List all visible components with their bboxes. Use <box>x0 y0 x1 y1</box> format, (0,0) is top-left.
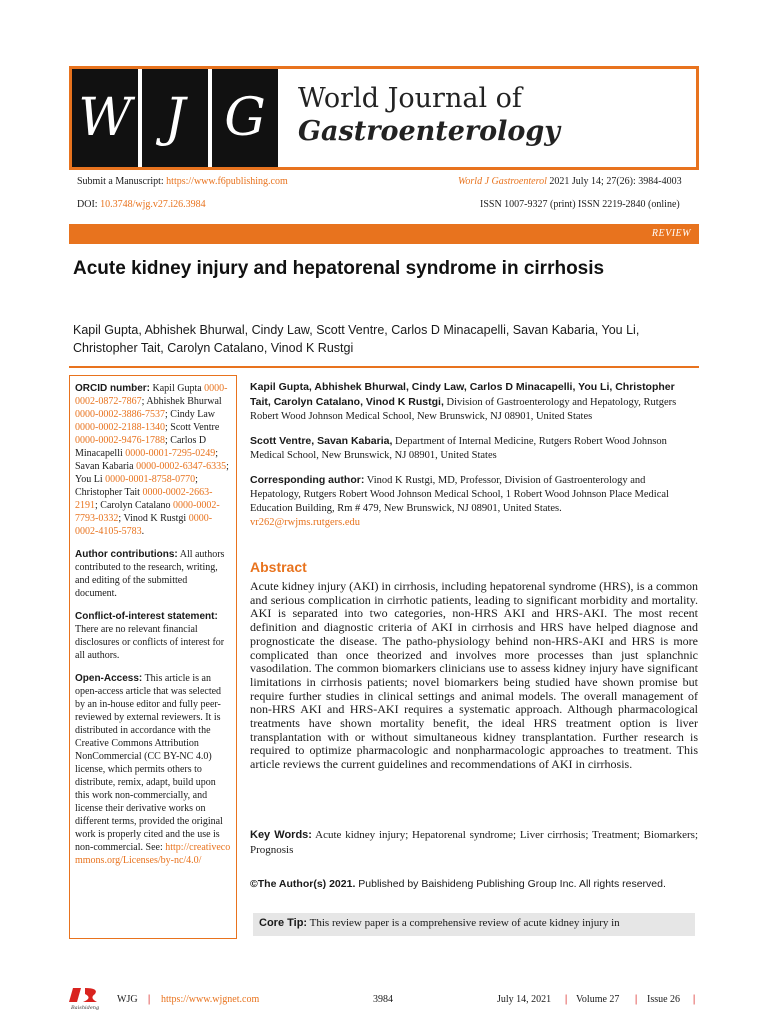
orcid-author-name: You Li <box>75 474 103 485</box>
orcid-link[interactable]: 0000-0001-8758-0770 <box>105 474 196 485</box>
footer-journal: WJG <box>117 994 138 1005</box>
author-line-2: Christopher Tait, Carolyn Catalano, Vinod K Rustgi <box>73 341 354 355</box>
title-divider <box>69 366 699 368</box>
affiliation-1 <box>250 380 698 424</box>
orcid-author-name: Kapil Gupta <box>152 383 202 394</box>
open-access-label: Open-Access: <box>75 673 143 684</box>
core-tip-box <box>253 913 695 936</box>
corresponding-label: Corresponding author: <box>250 474 365 486</box>
copyright-notice <box>250 878 666 890</box>
article-title: Acute kidney injury and hepatorenal syndrome in cirrhosis <box>73 258 605 279</box>
open-access-text: This article is an open-access article that was selected by an in-house editor and fully peer-reviewed by external reviewers. It is distributed in accordance with the Creative Commons Attribution NonCommercial (CC BY-NC 4.0) license, which permits others to distribute, remix, adapt, build upon this work non-commercially, and license their derivative works on different terms, provided the original work is properly cited and the use is non-commercial. See: <box>75 673 223 853</box>
footer-date: July 14, 2021 <box>497 994 552 1005</box>
corresponding-text: Vinod K Rustgi, MD, Professor, Division of Gastroenterology and Hepatology, Rutgers Robert Wood Johnson Medical School, 1 Robert Wood Johnson Place Medical Education Building, Rm # 479, New Brunswick, NJ 08901, United States. <box>250 475 669 514</box>
orcid-link[interactable]: 0000-0002-2663-2191 <box>75 487 213 511</box>
orcid-author-name: Carolyn Catalano <box>100 500 171 511</box>
core-tip-label: Core Tip: <box>259 917 308 929</box>
citation-details: 2021 July 14; 27(26): 3984-4003 <box>549 176 682 187</box>
orcid-author-name: Savan Kabaria <box>75 461 134 472</box>
doi-link[interactable]: 10.3748/wjg.v27.i26.3984 <box>100 199 206 210</box>
doi-line <box>77 199 206 211</box>
citation-line <box>458 176 682 188</box>
footer-separator: | <box>565 994 568 1005</box>
orcid-author-name: Christopher Tait <box>75 487 140 498</box>
contributions-block <box>75 548 231 600</box>
keywords <box>250 828 698 858</box>
footer-url[interactable]: https://www.wjgnet.com <box>161 994 260 1005</box>
abstract-heading: Abstract <box>250 559 307 575</box>
footer-volume: Volume 27 <box>576 994 620 1005</box>
journal-name <box>298 69 560 167</box>
affiliation-2-names: Scott Ventre, Savan Kabaria, <box>250 435 393 447</box>
doi-label: DOI: <box>77 199 98 210</box>
orcid-block: ORCID number: Kapil Gupta 0000-0002-0872-7867; Abhishek Bhurwal 0000-0002-3886-7537; Cindy Law 0000-0002-2188-1340; Scott Ventre 0000-0002-9476-1788; Carlos D Minacapelli 0000-0001-7295-0249; Savan Kabaria 0000-0002-6347-6335; You Li 0000-0001-8758-0770; Christopher Tait 0000-0002-2663-2191; Carolyn Catalano 0000-0002-7793-0332; Vinod K Rustgi 0000-0002-4105-5783. <box>75 383 229 537</box>
orcid-link[interactable]: 0000-0002-0872-7867 <box>75 383 228 407</box>
orcid-link[interactable]: 0000-0002-7793-0332 <box>75 500 220 524</box>
journal-name-line2: Gastroenterology <box>298 116 560 147</box>
contributions-text: All authors contributed to the research, writing, and editing of the submitted document. <box>75 549 225 599</box>
journal-logo <box>72 69 278 167</box>
conflict-label: Conflict-of-interest statement: <box>75 611 218 622</box>
orcid-author-name: Carlos D Minacapelli <box>75 435 207 459</box>
open-access-block <box>75 672 231 867</box>
submit-link[interactable]: https://www.f6publishing.com <box>166 176 288 187</box>
footer-separator: | <box>148 994 151 1005</box>
orcid-link[interactable]: 0000-0002-9476-1788 <box>75 435 165 446</box>
article-info-box <box>69 375 237 939</box>
orcid-label: ORCID number: <box>75 383 150 394</box>
orcid-author-name: Abhishek Bhurwal <box>146 396 222 407</box>
publisher-logo-text: Baishideng <box>71 1005 100 1010</box>
affiliation-1-names: Kapil Gupta, Abhishek Bhurwal, Cindy Law, Carlos D Minacapelli, You Li, Christopher Tait, Carolyn Catalano, Vinod K Rustgi, <box>250 381 675 408</box>
orcid-link[interactable]: 0000-0002-4105-5783 <box>75 513 213 537</box>
page-footer <box>69 990 699 1012</box>
orcid-author-name: Vinod K Rustgi <box>123 513 187 524</box>
affiliation-1-text: Division of Gastroenterology and Hepatology, Rutgers Robert Wood Johnson Medical School, New Brunswick, NJ 08901, United States <box>250 397 677 422</box>
issn-line: ISSN 1007-9327 (print) ISSN 2219-2840 (online) <box>480 199 680 210</box>
conflict-block <box>75 610 231 662</box>
logo-letter-j: J <box>142 69 208 167</box>
keywords-text: Acute kidney injury; Hepatorenal syndrome; Liver cirrhosis; Treatment; Biomarkers; Prognosis <box>250 829 698 856</box>
conflict-text: There are no relevant financial disclosures or conflicts of interest for all authors. <box>75 624 225 661</box>
abstract-text: Acute kidney injury (AKI) in cirrhosis, including hepatorenal syndrome (HRS), is a common and serious complication in cirrhotic patients, leading to significant morbidity and mortality. AKI is separated into two categories, non-HRS AKI and HRS-AKI. The most recent definition and diagnostic criteria of AKI in cirrhosis and HRS have helped diagnose and prognosticate the disease. The patho-physiology behind non-HRS-AKI and HRS is more complicated than once theorized and involves more processes than just splanchnic vasodilation. The common biomarkers clinicians use to assess kidney injury have significant limitations in cirrhosis patients; novel biomarkers being studied have shown promise but require further studies in clinical settings and animal models. The overall management of non-HRS AKI and HRS-AKI requires a systematic approach. Although pharmacological treatments have shown mortality benefit, the ideal HRS treatment option is liver transplantation with or without simultaneous kidney transplantation. Further research is required to optimize pharmacologic and nonpharmacologic approaches to treatment. This article reviews the current guidelines and recommendations of AKI in cirrhosis. <box>250 579 698 772</box>
affiliation-2-text: Department of Internal Medicine, Rutgers Robert Wood Johnson Medical School, New Brunswick, NJ 08901, United States <box>250 436 667 461</box>
orcid-link[interactable]: 0000-0002-2188-1340 <box>75 422 165 433</box>
keywords-label: Key Words: <box>250 829 312 841</box>
section-bar: REVIEW <box>69 224 699 244</box>
footer-separator: | <box>693 994 696 1005</box>
logo-letter-w: W <box>72 69 138 167</box>
orcid-author-name: Cindy Law <box>170 409 215 420</box>
copyright-text: Published by Baishideng Publishing Group Inc. All rights reserved. <box>358 878 666 890</box>
orcid-link[interactable]: 0000-0002-3886-7537 <box>75 409 165 420</box>
author-line-1: Kapil Gupta, Abhishek Bhurwal, Cindy Law, Scott Ventre, Carlos D Minacapelli, Savan Kabaria, You Li, <box>73 323 640 337</box>
corresponding-email[interactable]: vr262@rwjms.rutgers.edu <box>250 517 360 528</box>
orcid-link[interactable]: 0000-0002-6347-6335 <box>136 461 227 472</box>
affiliation-2 <box>250 434 698 463</box>
footer-issue: Issue 26 <box>647 994 681 1005</box>
publisher-logo-icon <box>69 986 103 1010</box>
submit-line <box>77 176 288 188</box>
corresponding-author <box>250 473 698 530</box>
license-link[interactable]: http://creativecommons.org/Licenses/by-nc/4.0/ <box>75 842 231 866</box>
journal-name-line1: World Journal of <box>298 83 522 114</box>
citation-journal: World J Gastroenterol <box>458 176 547 187</box>
contributions-label: Author contributions: <box>75 549 178 560</box>
orcid-link[interactable]: 0000-0001-7295-0249 <box>125 448 216 459</box>
affiliations-section <box>250 380 698 540</box>
footer-separator: | <box>635 994 638 1005</box>
journal-masthead <box>69 66 699 170</box>
copyright-holder: ©The Author(s) 2021. <box>250 878 356 890</box>
orcid-author-name: Scott Ventre <box>170 422 220 433</box>
logo-letter-g: G <box>212 69 278 167</box>
footer-page-number: 3984 <box>373 994 393 1005</box>
submit-label: Submit a Manuscript: <box>77 176 164 187</box>
author-list <box>73 321 693 357</box>
core-tip-text: This review paper is a comprehensive review of acute kidney injury in <box>309 917 620 929</box>
